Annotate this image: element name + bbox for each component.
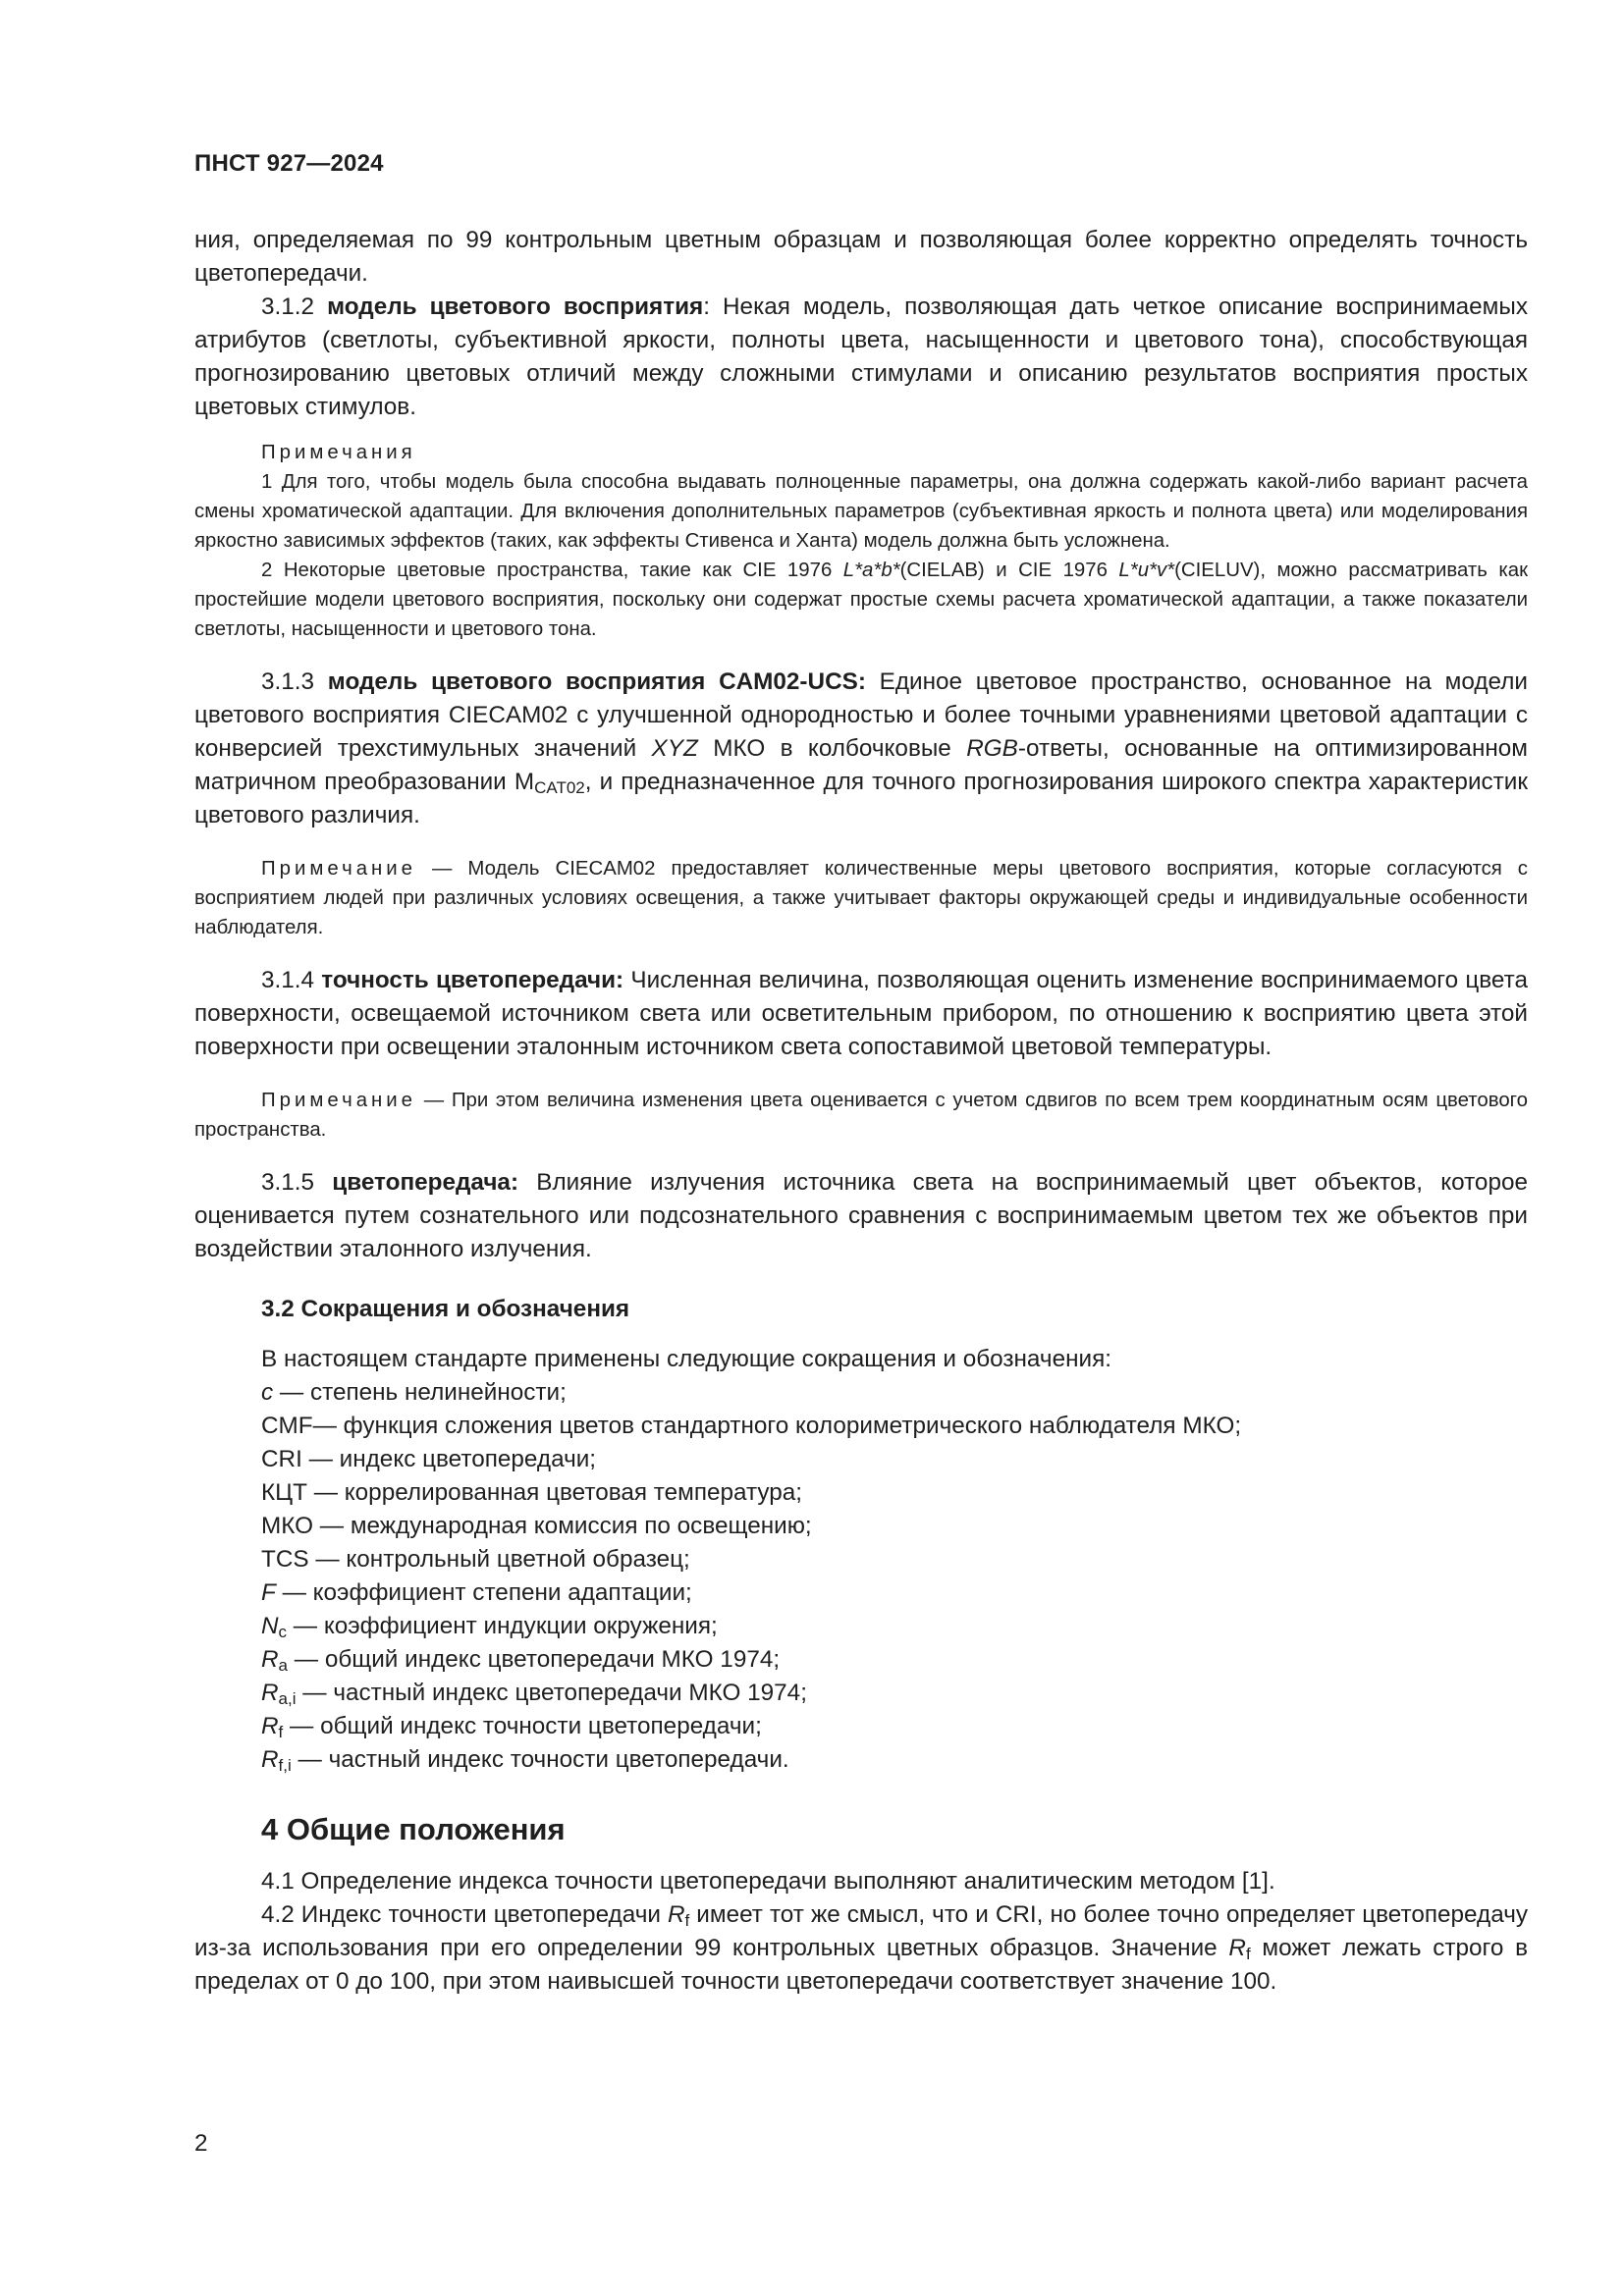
list-item: c — степень нелинейности; <box>261 1379 567 1406</box>
term-name: модель цветового восприятия CAM02-UCS: <box>327 668 866 695</box>
list-item: КЦТ — коррелированная цветовая температура; <box>261 1479 803 1506</box>
term-name: цветопередача: <box>332 1169 519 1196</box>
list-item: TCS — контрольный цветной образец; <box>261 1546 690 1573</box>
term-number: 3.1.5 <box>261 1169 333 1196</box>
note-2: 2 Некоторые цветовые пространства, такие как CIE 1976 L*a*b*(CIELAB) и CIE 1976 L*u*v*(CIELUV), можно рассматривать как простейшие модели цветового восприятия, поскольку они содержат простые схемы расчета хроматической адаптации, а также показатели светлоты, насыщенности и цветового тона. <box>194 560 1528 640</box>
list-item: CMF— функция сложения цветов стандартного колориметрического наблюдателя МКО; <box>261 1413 1242 1439</box>
section-4-heading: 4 Общие положения <box>261 1812 566 1846</box>
page-content <box>194 224 1528 1999</box>
section-3-2-heading: 3.2 Сокращения и обозначения <box>261 1296 630 1322</box>
list-item: $N_c$ — коэффициент индукции окружения; <box>261 1613 718 1641</box>
paragraph-4-1: 4.1 Определение индекса точности цветопередачи выполняют аналитическим методом [1]. <box>261 1868 1275 1895</box>
page-number: 2 <box>194 2130 208 2157</box>
term-definition: Влияние излучения источника света на воспринимаемый цвет объектов, которое оценивается путем сознательного или подсознательного сравнения с воспринимаемым цветом тех же объектов при воздействии эталонного излучения. <box>194 1169 1528 1262</box>
list-item: F — коэффициент степени адаптации; <box>261 1579 692 1606</box>
term-3-1-4 <box>194 964 1528 1064</box>
list-item: $R_{f,i}$ — частный индекс точности цветопередачи. <box>261 1746 789 1775</box>
list-item: МКО — международная комиссия по освещению; <box>261 1513 812 1539</box>
document-header: ПНСТ 927—2024 <box>194 150 384 177</box>
term-3-1-5 <box>194 1166 1528 1266</box>
list-item: $R_a$ — общий индекс цветопередачи МКО 1974; <box>261 1646 781 1675</box>
term-name: точность цветопередачи: <box>321 967 624 993</box>
term-name: модель цветового восприятия <box>327 294 704 320</box>
abbreviations-list <box>261 1343 1528 1777</box>
paragraph-4-2: 4.2 Индекс точности цветопередачи $R_f$ имеет тот же смысл, что и CRI, но более точно определяет цветопередачу из-за использования при его определении 99 контрольных цветных образцов. Значение $R_f$ может лежать строго в пределах от 0 до 100, при этом наивысшей точности цветопередачи соответствует значение 100. <box>194 1901 1528 1995</box>
term-definition: : Некая модель, позволяющая дать четкое описание воспринимаемых атрибутов (светлоты, субъективной яркости, полноты цвета, насыщенности и цветового тона), способствующая прогнозированию цветовых отличий между сложными стимулами и описанию результатов восприятия простых цветовых стимулов. <box>194 294 1529 420</box>
term-number: 3.1.3 <box>261 668 328 695</box>
continuation-paragraph: ния, определяемая по 99 контрольным цветным образцам и позволяющая более корректно определять точность цветопередачи. <box>194 227 1528 287</box>
notes-label: Примечания <box>261 442 416 463</box>
note-1: 1 Для того, чтобы модель была способна выдавать полноценные параметры, она должна содержать какой-либо вариант расчета смены хроматической адаптации. Для включения дополнительных параметров (субъективная яркость и полнота цвета) или моделирования яркостно зависимых эффектов (таких, как эффекты Стивенса и Ханта) модель должна быть усложнена. <box>194 471 1528 552</box>
note-3-1-3: Примечание — Модель CIECAM02 предоставляет количественные меры цветового восприятия, которые согласуются с восприятием людей при различных условиях освещения, а также учитывает факторы окружающей среды и индивидуальные особенности наблюдателя. <box>194 858 1528 938</box>
list-item: CRI — индекс цветопередачи; <box>261 1446 597 1472</box>
list-item: $R_f$ — общий индекс точности цветопередачи; <box>261 1713 762 1741</box>
term-number: 3.1.4 <box>261 967 322 993</box>
list-intro: В настоящем стандарте применены следующие сокращения и обозначения: <box>261 1346 1111 1372</box>
term-3-1-3: 3.1.3 модель цветового восприятия CAM02-UCS: Единое цветовое пространство, основанное на модели цветового восприятия CIECAM02 с улучшенной однородностью и более точными уравнениями цветовой адаптации с конверсией трехстимульных значений XYZ МКО в колбочковые RGB-ответы, основанные на оптимизированном матричном преобразовании $М_{CAT02}$, и предназначенное для точного прогнозирования широкого спектра характеристик цветового различия. <box>194 668 1528 828</box>
note-3-1-4: Примечание — При этом величина изменения цвета оценивается с учетом сдвигов по всем трем координатным осям цветового пространства. <box>194 1090 1528 1141</box>
term-number: 3.1.2 <box>261 294 328 320</box>
term-definition: Численная величина, позволяющая оценить изменение воспринимаемого цвета поверхности, освещаемой источником света или осветительным прибором, по отношению к восприятию цвета этой поверхности при освещении эталонным источником света сопоставимой цветовой температуры. <box>194 967 1529 1060</box>
list-item: $R_{a,i}$ — частный индекс цветопередачи МКО 1974; <box>261 1680 807 1708</box>
term-3-1-2 <box>194 291 1528 424</box>
